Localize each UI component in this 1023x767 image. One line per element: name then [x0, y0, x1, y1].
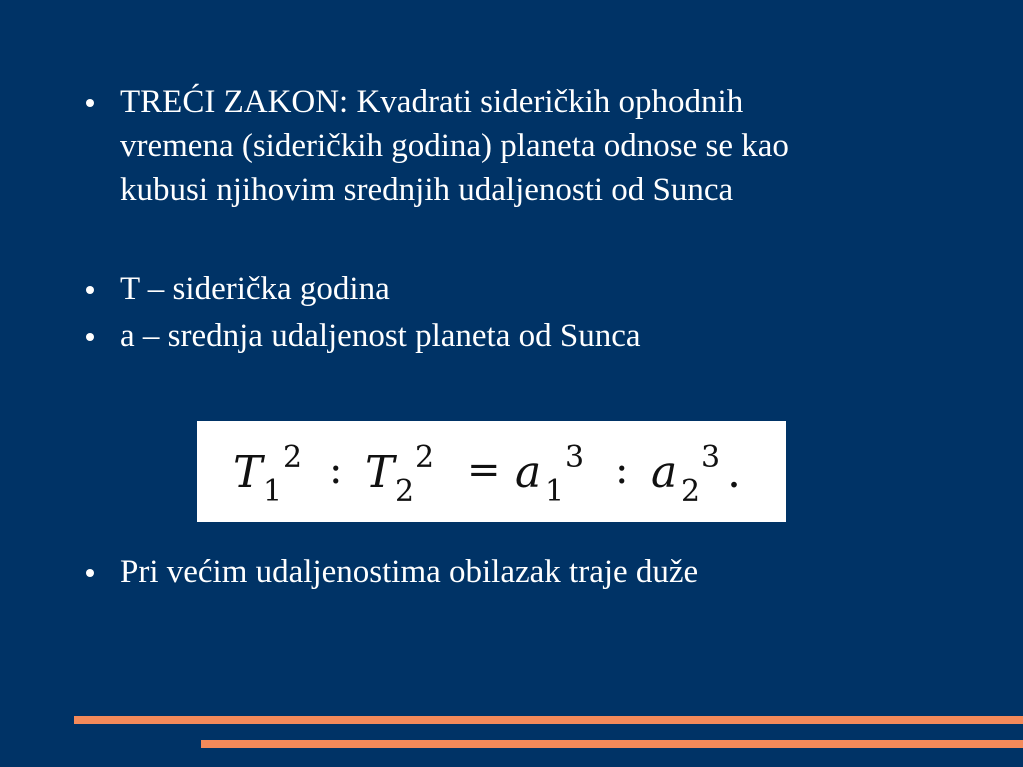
bullet-dot-icon — [86, 569, 94, 577]
formula-subscript-1: 1 — [545, 474, 565, 509]
formula-exponent-3: 3 — [701, 440, 721, 475]
formula-colon: : — [615, 447, 629, 493]
kepler-formula-image — [197, 421, 786, 522]
bullet-dot-icon — [86, 286, 94, 294]
formula-subscript-2: 2 — [681, 474, 701, 509]
bullet-line: TREĆI ZAKON: Kvadrati sideričkih ophodnih — [120, 84, 744, 120]
formula-colon: : — [329, 447, 343, 493]
bullet-text: Pri većim udaljenostima obilazak traje duže — [120, 554, 699, 590]
bullet-text — [120, 80, 789, 212]
accent-bar-bottom — [201, 740, 1023, 748]
bullet-line: kubusi njihovim srednjih udaljenosti od Sunca — [120, 172, 734, 208]
formula-exponent-3: 3 — [565, 440, 585, 475]
bullet-line: vremena (sideričkih godina) planeta odnose se kao — [120, 128, 789, 164]
formula-symbol-a1: a — [515, 447, 542, 498]
formula-period: . — [727, 447, 741, 498]
bullet-dot-icon — [86, 99, 94, 107]
accent-bar-top — [74, 716, 1023, 724]
formula-subscript-1: 1 — [263, 474, 283, 509]
formula-equals: = — [467, 447, 501, 493]
formula-symbol-t2: T — [365, 447, 395, 498]
formula-exponent-2: 2 — [283, 440, 303, 475]
formula-symbol-t1: T — [233, 447, 263, 498]
formula-svg — [197, 421, 786, 522]
bullet-text: a – srednja udaljenost planeta od Sunca — [120, 318, 641, 354]
formula-symbol-a2: a — [651, 447, 678, 498]
formula-subscript-2: 2 — [395, 474, 415, 509]
bullet-dot-icon — [86, 333, 94, 341]
bullet-text: T – siderička godina — [120, 271, 390, 307]
formula-exponent-2: 2 — [415, 440, 435, 475]
